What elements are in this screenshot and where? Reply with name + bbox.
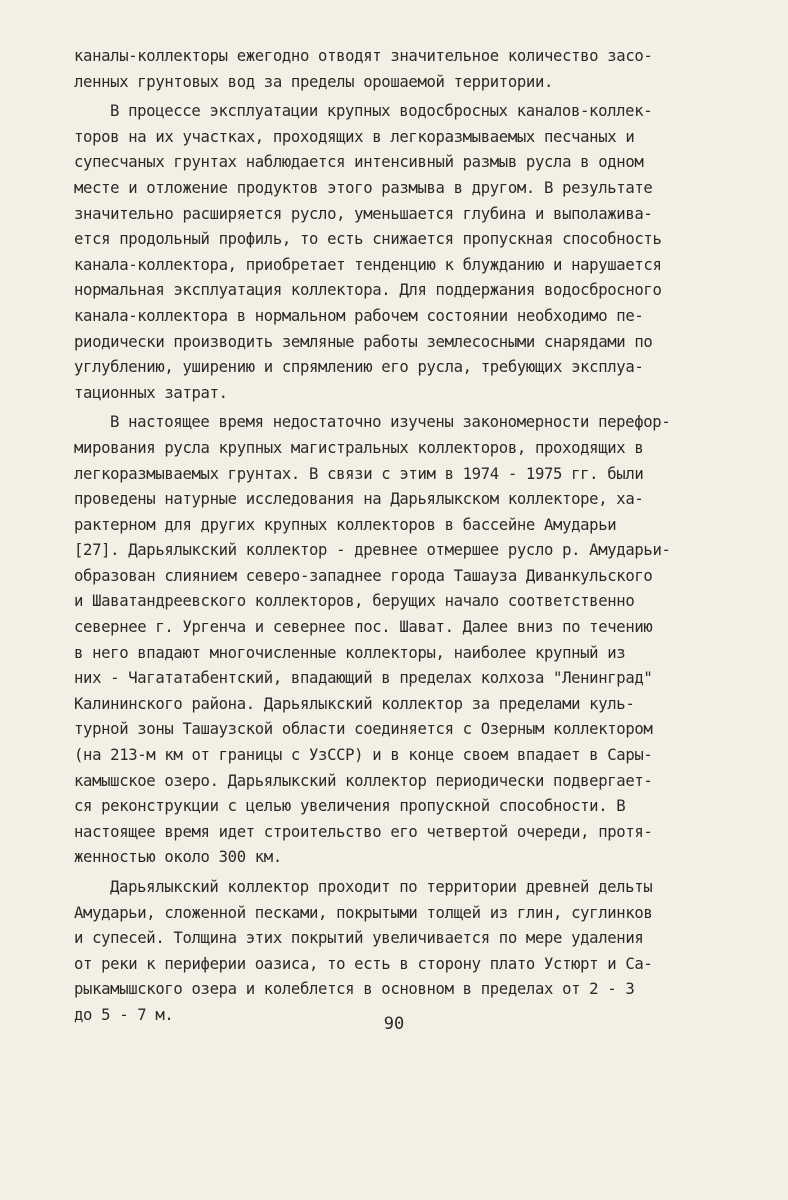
- text-line: канала-коллектора, приобретает тенденцию к блужданию и нарушается: [74, 255, 662, 274]
- text-line: (на 213-м км от границы с УзССР) и в конце своем впадает в Сары-: [74, 746, 653, 765]
- text-line: Дарьялыкский коллектор проходит по территории древней дельты: [110, 878, 653, 896]
- text-line: канала-коллектора в нормальном рабочем состоянии необходимо пе-: [74, 306, 644, 325]
- text-line: образован слиянием северо-западнее города Ташауза Диванкульского: [74, 566, 653, 585]
- text-line: супесчаных грунтах наблюдается интенсивный размыв русла в одном: [74, 153, 644, 172]
- text-line: ся реконструкции с целью увеличения пропускной способности. В: [74, 797, 626, 816]
- text-line: турной зоны Ташаузской области соединяется с Озерным коллектором: [74, 720, 653, 739]
- text-line: углублению, уширению и спрямлению его русла, требующих эксплуа-: [74, 358, 644, 377]
- text-line: торов на их участках, проходящих в легкоразмываемых песчаных и: [74, 127, 635, 146]
- paragraph: [74, 875, 754, 1029]
- text-line: В настоящее время недостаточно изучены закономерности перефор-: [110, 413, 671, 432]
- text-line: риодически производить земляные работы землесосными снарядами по: [74, 332, 653, 351]
- text-line: женностью около 300 км.: [74, 848, 282, 867]
- paragraph: [74, 410, 754, 871]
- text-line: В процессе эксплуатации крупных водосбросных каналов-коллек-: [110, 102, 653, 121]
- paragraph: [74, 44, 754, 95]
- text-line: настоящее время идет строительство его четвертой очереди, протя-: [74, 822, 653, 841]
- text-line: каналы-коллекторы ежегодно отводят значительное количество засо-: [74, 47, 653, 65]
- text-line: рактерном для других крупных коллекторов в бассейне Амударьи: [74, 515, 617, 534]
- text-line: Калининского района. Дарьялыкский коллектор за пределами куль-: [74, 694, 635, 713]
- body-text: [74, 44, 754, 1029]
- text-line: в него впадают многочисленные коллекторы, наиболее крупный из: [74, 643, 626, 662]
- text-line: месте и отложение продуктов этого размыва в другом. В результате: [74, 178, 653, 197]
- text-line: нормальная эксплуатация коллектора. Для поддержания водосбросного: [74, 281, 662, 300]
- text-line: до 5 - 7 м.: [74, 1005, 174, 1024]
- text-line: и супесей. Толщина этих покрытий увеличивается по мере удаления: [74, 929, 644, 948]
- page-number: 90: [383, 1014, 405, 1034]
- text-line: мирования русла крупных магистральных коллекторов, проходящих в: [74, 438, 644, 457]
- text-line: рыкамышского озера и колеблется в основном в пределах от 2 - 3: [74, 980, 635, 999]
- text-line: от реки к периферии оазиса, то есть в сторону плато Устюрт и Са-: [74, 954, 653, 973]
- text-line: ется продольный профиль, то есть снижается пропускная способность: [74, 230, 662, 249]
- text-line: проведены натурные исследования на Дарьялыкском коллекторе, ха-: [74, 490, 644, 509]
- text-line: легкоразмываемых грунтах. В связи с этим в 1974 - 1975 гг. были: [74, 464, 644, 483]
- text-line: [27]. Дарьялыкский коллектор - древнее отмершее русло р. Амударьи-: [74, 541, 671, 560]
- text-line: и Шаватандреевского коллекторов, берущих начало соответственно: [74, 592, 635, 611]
- paragraph: [74, 99, 754, 406]
- text-line: камышское озеро. Дарьялыкский коллектор периодически подвергает-: [74, 771, 653, 790]
- text-line: тационных затрат.: [74, 383, 228, 402]
- text-line: значительно расширяется русло, уменьшается глубина и выполажива-: [74, 204, 653, 223]
- text-line: севернее г. Ургенча и севернее пос. Шават. Далее вниз по течению: [74, 618, 653, 637]
- text-line: Амударьи, сложенной песками, покрытыми толщей из глин, суглинков: [74, 903, 653, 922]
- text-line: них - Чагататабентский, впадающий в пределах колхоза "Ленинград": [74, 669, 653, 688]
- text-line: ленных грунтовых вод за пределы орошаемой территории.: [74, 72, 554, 91]
